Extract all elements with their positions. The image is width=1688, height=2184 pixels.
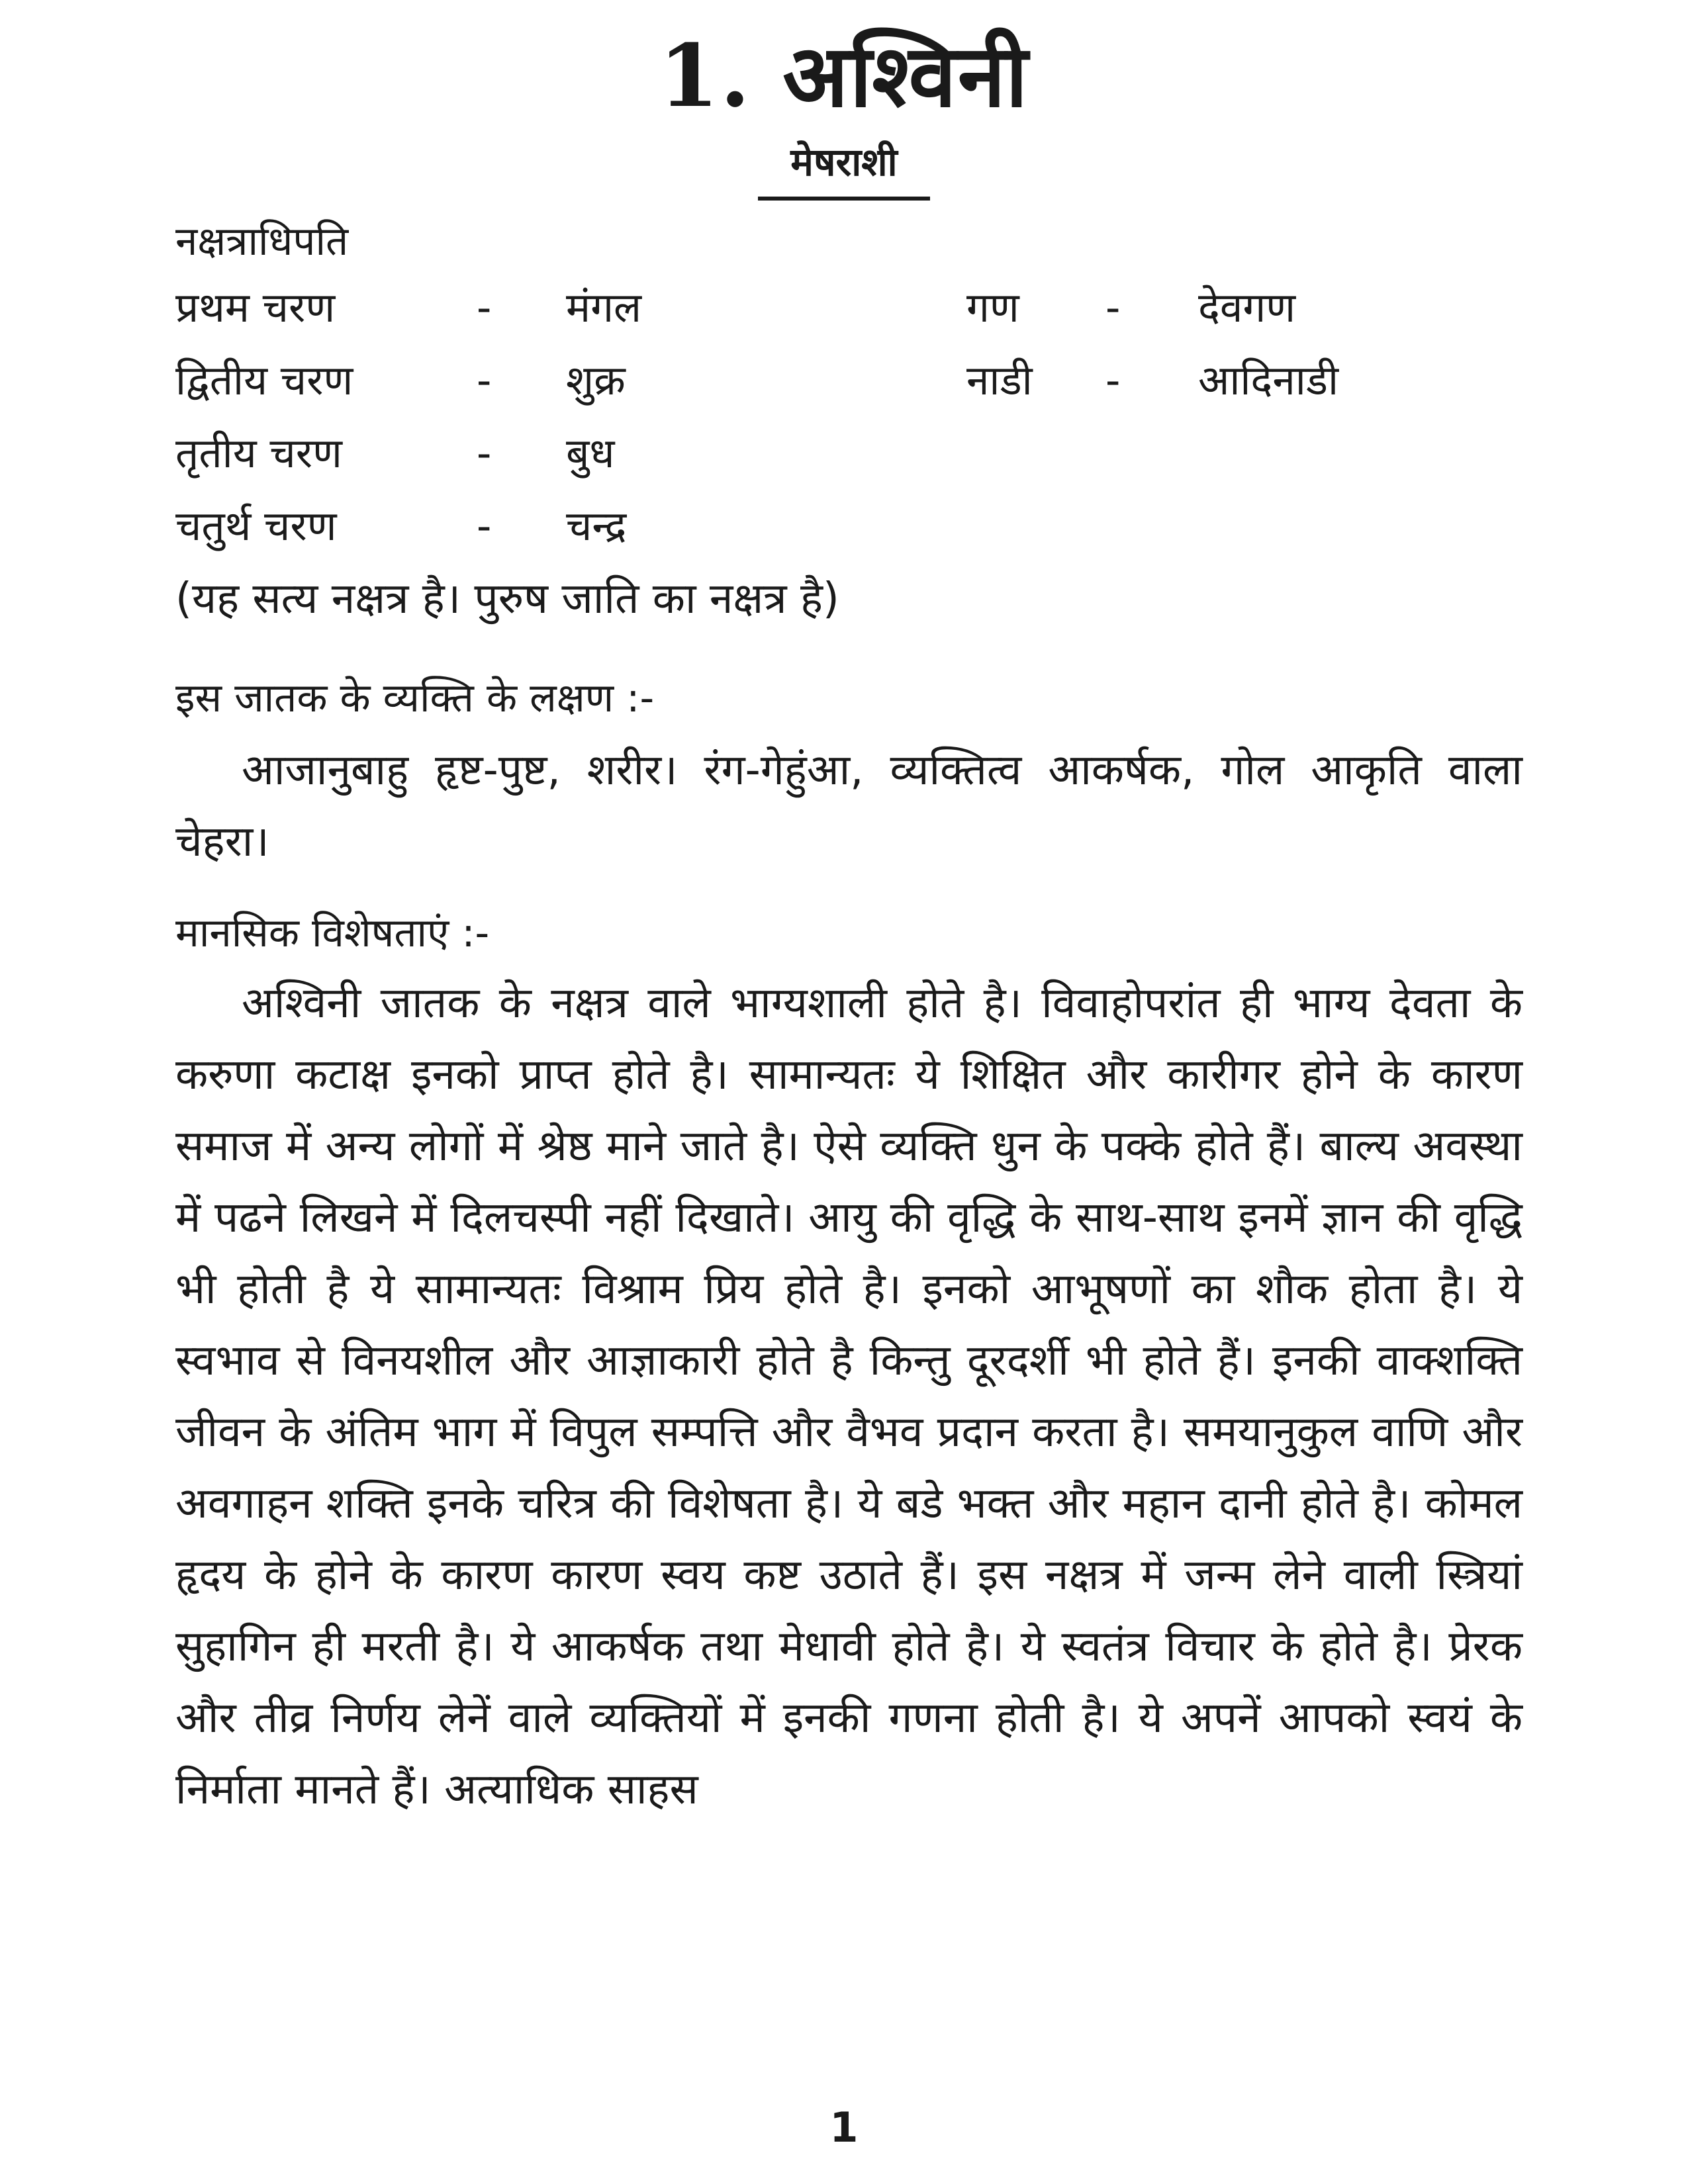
- side-value: देवगण: [1198, 283, 1296, 332]
- charan-label: द्वितीय चरण: [175, 356, 353, 404]
- attributes-heading: नक्षत्राधिपति: [175, 218, 349, 265]
- separator-dash: -: [1105, 356, 1121, 404]
- attribute-row: [175, 278, 1539, 338]
- section-heading: मानसिक विशेषताएं :-: [175, 910, 490, 956]
- nakshatra-note: (यह सत्य नक्षत्र है। पुरुष जाति का नक्षत्र है): [175, 574, 839, 623]
- separator-dash: -: [477, 429, 492, 477]
- section-paragraph: आजानुबाहु हृष्ट-पुष्ट, शरीर। रंग-गेहुंआ, व्यक्तित्व आकर्षक, गोल आकृति वाला चेहरा।: [175, 746, 1523, 866]
- charan-label: तृतीय चरण: [175, 429, 342, 477]
- charan-lord: मंगल: [566, 283, 642, 332]
- page-number: 1: [829, 2103, 859, 2152]
- separator-dash: -: [477, 283, 492, 332]
- subtitle-underline: [758, 197, 930, 201]
- attribute-row: [175, 351, 1539, 410]
- charan-label: चतुर्थ चरण: [175, 502, 337, 550]
- chapter-title: 1. अश्विनी: [659, 25, 1029, 126]
- charan-lord: शुक्र: [566, 356, 626, 404]
- separator-dash: -: [1105, 283, 1121, 332]
- attribute-row: [175, 496, 1539, 556]
- charan-lord: बुध: [566, 429, 615, 477]
- section-heading: इस जातक के व्यक्ति के लक्षण :-: [175, 675, 655, 721]
- side-value: आदिनाडी: [1198, 356, 1339, 404]
- section-paragraph: अश्विनी जातक के नक्षत्र वाले भाग्यशाली होते है। विवाहोपरांत ही भाग्य देवता के करुणा कटाक्ष इनको प्राप्त होते है। सामान्यतः ये शिक्षित और कारीगर होने के कारण समाज में अन्य लोगों में श्रेष्ठ माने जाते है। ऐसे व्यक्ति धुन के पक्के होते हैं। बाल्य अवस्था में पढने लिखने में दिलचस्पी नहीं दिखाते। आयु की वृद्धि के साथ-साथ इनमें ज्ञान की वृद्धि भी होती है ये सामान्यतः विश्राम प्रिय होते है। इनको आभूषणों का शौक होता है। ये स्वभाव से विनयशील और आज्ञाकारी होते है किन्तु दूरदर्शी भी होते हैं। इनकी वाक्शक्ति जीवन के अंतिम भाग में विपुल सम्पत्ति और वैभव प्रदान करता है। समयानुकुल वाणि और अवगाहन शक्ति इनके चरित्र की विशेषता है। ये बडे भक्त और महान दानी होते है। कोमल हृदय के होने के कारण कारण स्वय कष्ट उठाते हैं। इस नक्षत्र में जन्म लेने वाली स्त्रियां सुहागिन ही मरती है। ये आकर्षक तथा मेधावी होते है। ये स्वतंत्र विचार के होते है। प्रेरक और तीव्र निर्णय लेनें वाले व्यक्तियों में इनकी गणना होती है। ये अपनें आपको स्वयं के निर्माता मानते हैं। अत्याधिक साहस: [175, 979, 1523, 1814]
- chapter-subtitle: मेषराशी: [790, 140, 898, 185]
- side-label: नाडी: [966, 356, 1033, 404]
- separator-dash: -: [477, 502, 492, 550]
- charan-label: प्रथम चरण: [175, 283, 336, 332]
- charan-lord: चन्द्र: [566, 502, 627, 550]
- separator-dash: -: [477, 356, 492, 404]
- attribute-row: [175, 424, 1539, 483]
- side-label: गण: [966, 283, 1019, 332]
